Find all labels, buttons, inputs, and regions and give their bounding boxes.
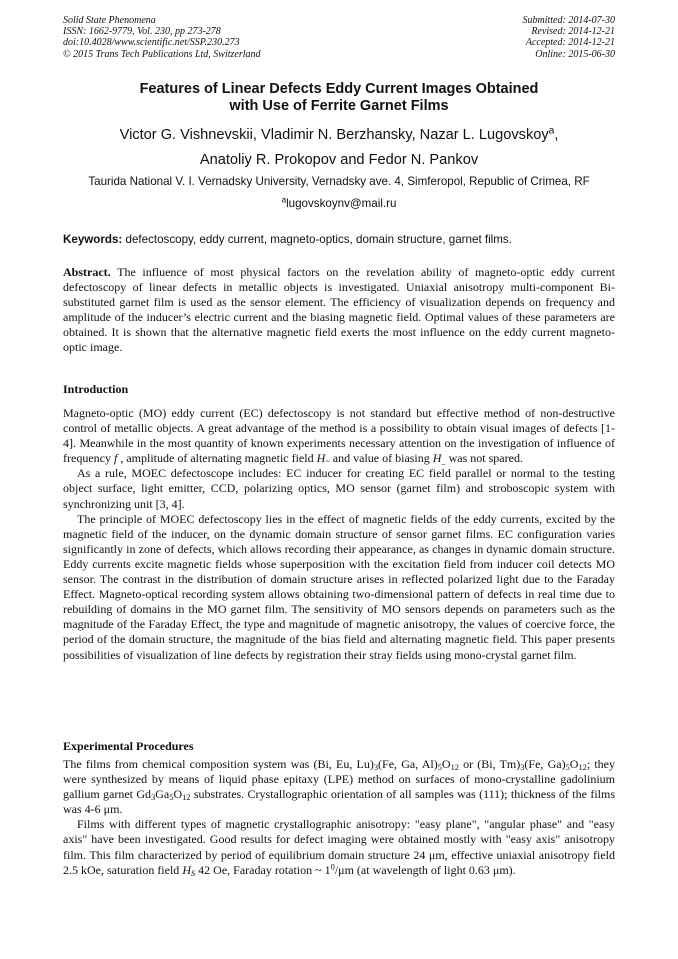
exp-p1-j: substrates. Crystallographic orientation of all samples was (111); thickness of the films was 4-6 μm. <box>63 787 615 817</box>
authors-line-1-text: Victor G. Vishnevskii, Vladimir N. Berzhansky, Nazar L. Lugovskoy <box>119 127 549 143</box>
symbol-h-saturation-letter: H <box>182 862 191 877</box>
exp-p1-i: O <box>173 787 183 802</box>
author-email <box>63 197 615 211</box>
introduction-section <box>63 406 615 663</box>
journal-info <box>63 15 261 60</box>
symbol-h-bias <box>433 451 446 465</box>
exp-paragraph-1 <box>63 757 615 817</box>
date-revised: Revised: 2014-12-21 <box>531 26 615 38</box>
introduction-heading: Introduction <box>63 382 129 396</box>
intro-paragraph-1 <box>63 406 615 466</box>
authors-line-1 <box>63 123 615 148</box>
exp-p2-b: 42 Oe, Faraday rotation ~ 1 <box>195 862 331 877</box>
journal-doi[interactable]: doi:10.4028/www.scientific.net/SSP.230.273 <box>63 37 240 49</box>
symbol-h-alt-letter: H <box>316 451 326 466</box>
paper-title <box>63 81 615 115</box>
journal-issn: ISSN: 1662-9779, Vol. 230, pp 273-278 <box>63 26 221 38</box>
exp-sub-3: 12 <box>450 763 459 773</box>
journal-name: Solid State Phenomena <box>63 15 156 26</box>
author-list <box>63 123 615 173</box>
keywords-label: Keywords: <box>63 233 123 246</box>
exp-sub-2: 5 <box>437 763 442 773</box>
title-line-1: Features of Linear Defects Eddy Current Images Obtained <box>139 81 539 97</box>
exp-p1-g: ; they were synthesized by means of liquid phase epitaxy (LPE) method on surfaces of mono-crystalline gadolinium gallium garnet Gd <box>63 757 615 802</box>
keywords <box>63 233 615 247</box>
experimental-section <box>63 757 615 878</box>
intro-p1-text-d: was not spared. <box>445 451 523 466</box>
experimental-heading: Experimental Procedures <box>63 739 194 753</box>
exp-p1-f: O <box>569 757 579 771</box>
abstract-paragraph <box>63 265 615 356</box>
symbol-h-saturation <box>182 863 195 877</box>
exp-p1-a: The films from chemical composition system was (Bi, Eu, Lu) <box>63 757 374 771</box>
symbol-h-saturation-sub: S <box>190 868 196 878</box>
email-address[interactable]: lugovskoynv@mail.ru <box>286 197 397 210</box>
exp-sub-9: 12 <box>182 793 191 803</box>
exp-sub-5: 5 <box>565 763 570 773</box>
title-line-2: with Use of Ferrite Garnet Films <box>229 98 449 114</box>
authors-line-2: Anatoliy R. Prokopov and Fedor N. Pankov <box>199 152 479 168</box>
date-accepted: Accepted: 2014-12-21 <box>525 37 615 49</box>
symbol-h-alt-sub: ~ <box>325 457 330 467</box>
exp-p1-c: O <box>441 757 451 771</box>
keywords-text: defectoscopy, eddy current, magneto-optics, domain structure, garnet films. <box>122 233 512 246</box>
exp-p2-c: /μm (at wavelength of light 0.63 μm). <box>334 862 516 877</box>
intro-p1-text-a: Magneto-optic (MO) eddy current (EC) defectoscopy is not standard but effective method of non-destructive control of metallic objects. A great advantage of the method is a possibility to obtain visual images of defects [1-4]. Meanwhile in the most quantity of known experiments necessary attention on the investigation of influence of frequency <box>63 406 615 466</box>
intro-paragraph-2: As a rule, MOEC defectoscope includes: EC inducer for creating EC field parallel or normal to the testing object surface, light emitter, CCD, polarizing optics, MO sensor (garnet film) and stroboscopic system with synchronizing unit [3, 4]. <box>63 466 615 511</box>
intro-p1-text-c: and value of biasing <box>329 451 433 466</box>
exp-sub-8: 5 <box>169 793 174 803</box>
journal-copyright: © 2015 Trans Tech Publications Ltd, Switzerland <box>63 48 261 60</box>
exp-sub-4: 3 <box>520 763 525 773</box>
exp-sub-1: 3 <box>373 763 379 773</box>
intro-p1-text-b: , amplitude of alternating magnetic field <box>117 451 317 466</box>
abstract-text: The influence of most physical factors on the revelation ability of magneto-optic eddy current defectoscopy of linear defects in metallic objects is investigated. Uniaxial anisotropy multi-component Bi-substituted garnet film is used as the sensor element. The efficiency of visualization depends on frequency and amplitude of the inducer’s electric current and the biasing magnetic field. Optimal values of these parameters are obtained. It is shown that the alternative magnetic field exerts the most influence on the eddy current magneto-optic image. <box>63 265 615 355</box>
symbol-h-bias-sub: _ <box>441 457 446 467</box>
exp-p1-b: (Fe, Ga, Al) <box>378 757 438 771</box>
date-online: Online: 2015-06-30 <box>535 48 615 60</box>
exp-p2-a: Films with different types of magnetic crystallographic anisotropy: "easy plane", "angular phase" and "easy axis" have been investigated. Good results for defect imaging were obtained mostly with "easy axis" anisotropy film. This film characterized by period of equilibrium domain structure 24 μm, effective uniaxial anisotropy field 2.5 kOe, saturation field <box>63 817 615 877</box>
abstract-label: Abstract. <box>63 265 111 279</box>
author-affil-mark: a <box>548 125 555 137</box>
submission-dates <box>523 15 616 60</box>
exp-p1-d: or (Bi, Tm) <box>458 757 521 771</box>
symbol-h-bias-letter: H <box>432 451 442 466</box>
authors-comma: , <box>554 127 559 143</box>
symbol-h-alt <box>317 451 330 465</box>
exp-paragraph-2 <box>63 817 615 877</box>
exp-p2-degree: 0 <box>330 862 335 872</box>
intro-paragraph-3: The principle of MOEC defectoscopy lies in the effect of magnetic fields of the eddy currents, excited by the magnetic field of the inducer, on the dynamic domain structure of sensor garnet films. EC configuration varies significantly in zone of defects, which allows recording their appearance, as changes in dynamic domain structure. Eddy currents excite magnetic fields whose superposition with the excitation field from inducer coil detects MO sensor. The contrast in the distribution of domain structure arises in reflected polarized light due to the Faraday Effect. Magneto-optical recording system allows obtaining two-dimensional pattern of defects in real time due to rebuilding of domains in the MO garnet film. The sensitivity of MO sensors depends on parameters such as the magnitude of the Faraday Effect, the type and magnitude of magnetic anisotropy, the values of coercive force, the period of the domain structure, the magnitude of the bias field and alternating magnetic field. This paper presents possibilities of visualization of line defects by registration their stray fields using mono-crystal garnet film. <box>63 511 615 662</box>
exp-sub-6: 12 <box>578 763 587 773</box>
abstract <box>63 265 615 356</box>
exp-sub-7: 3 <box>151 793 156 803</box>
exp-p1-e: (Fe, Ga) <box>524 757 566 771</box>
date-submitted: Submitted: 2014-07-30 <box>522 15 615 26</box>
email-affil-mark: a <box>281 195 287 205</box>
exp-p1-h: Ga <box>155 787 170 802</box>
affiliation: Taurida National V. I. Vernadsky University, Vernadsky ave. 4, Simferopol, Republic of Crimea, RF <box>88 175 590 188</box>
symbol-frequency: f <box>113 451 118 466</box>
